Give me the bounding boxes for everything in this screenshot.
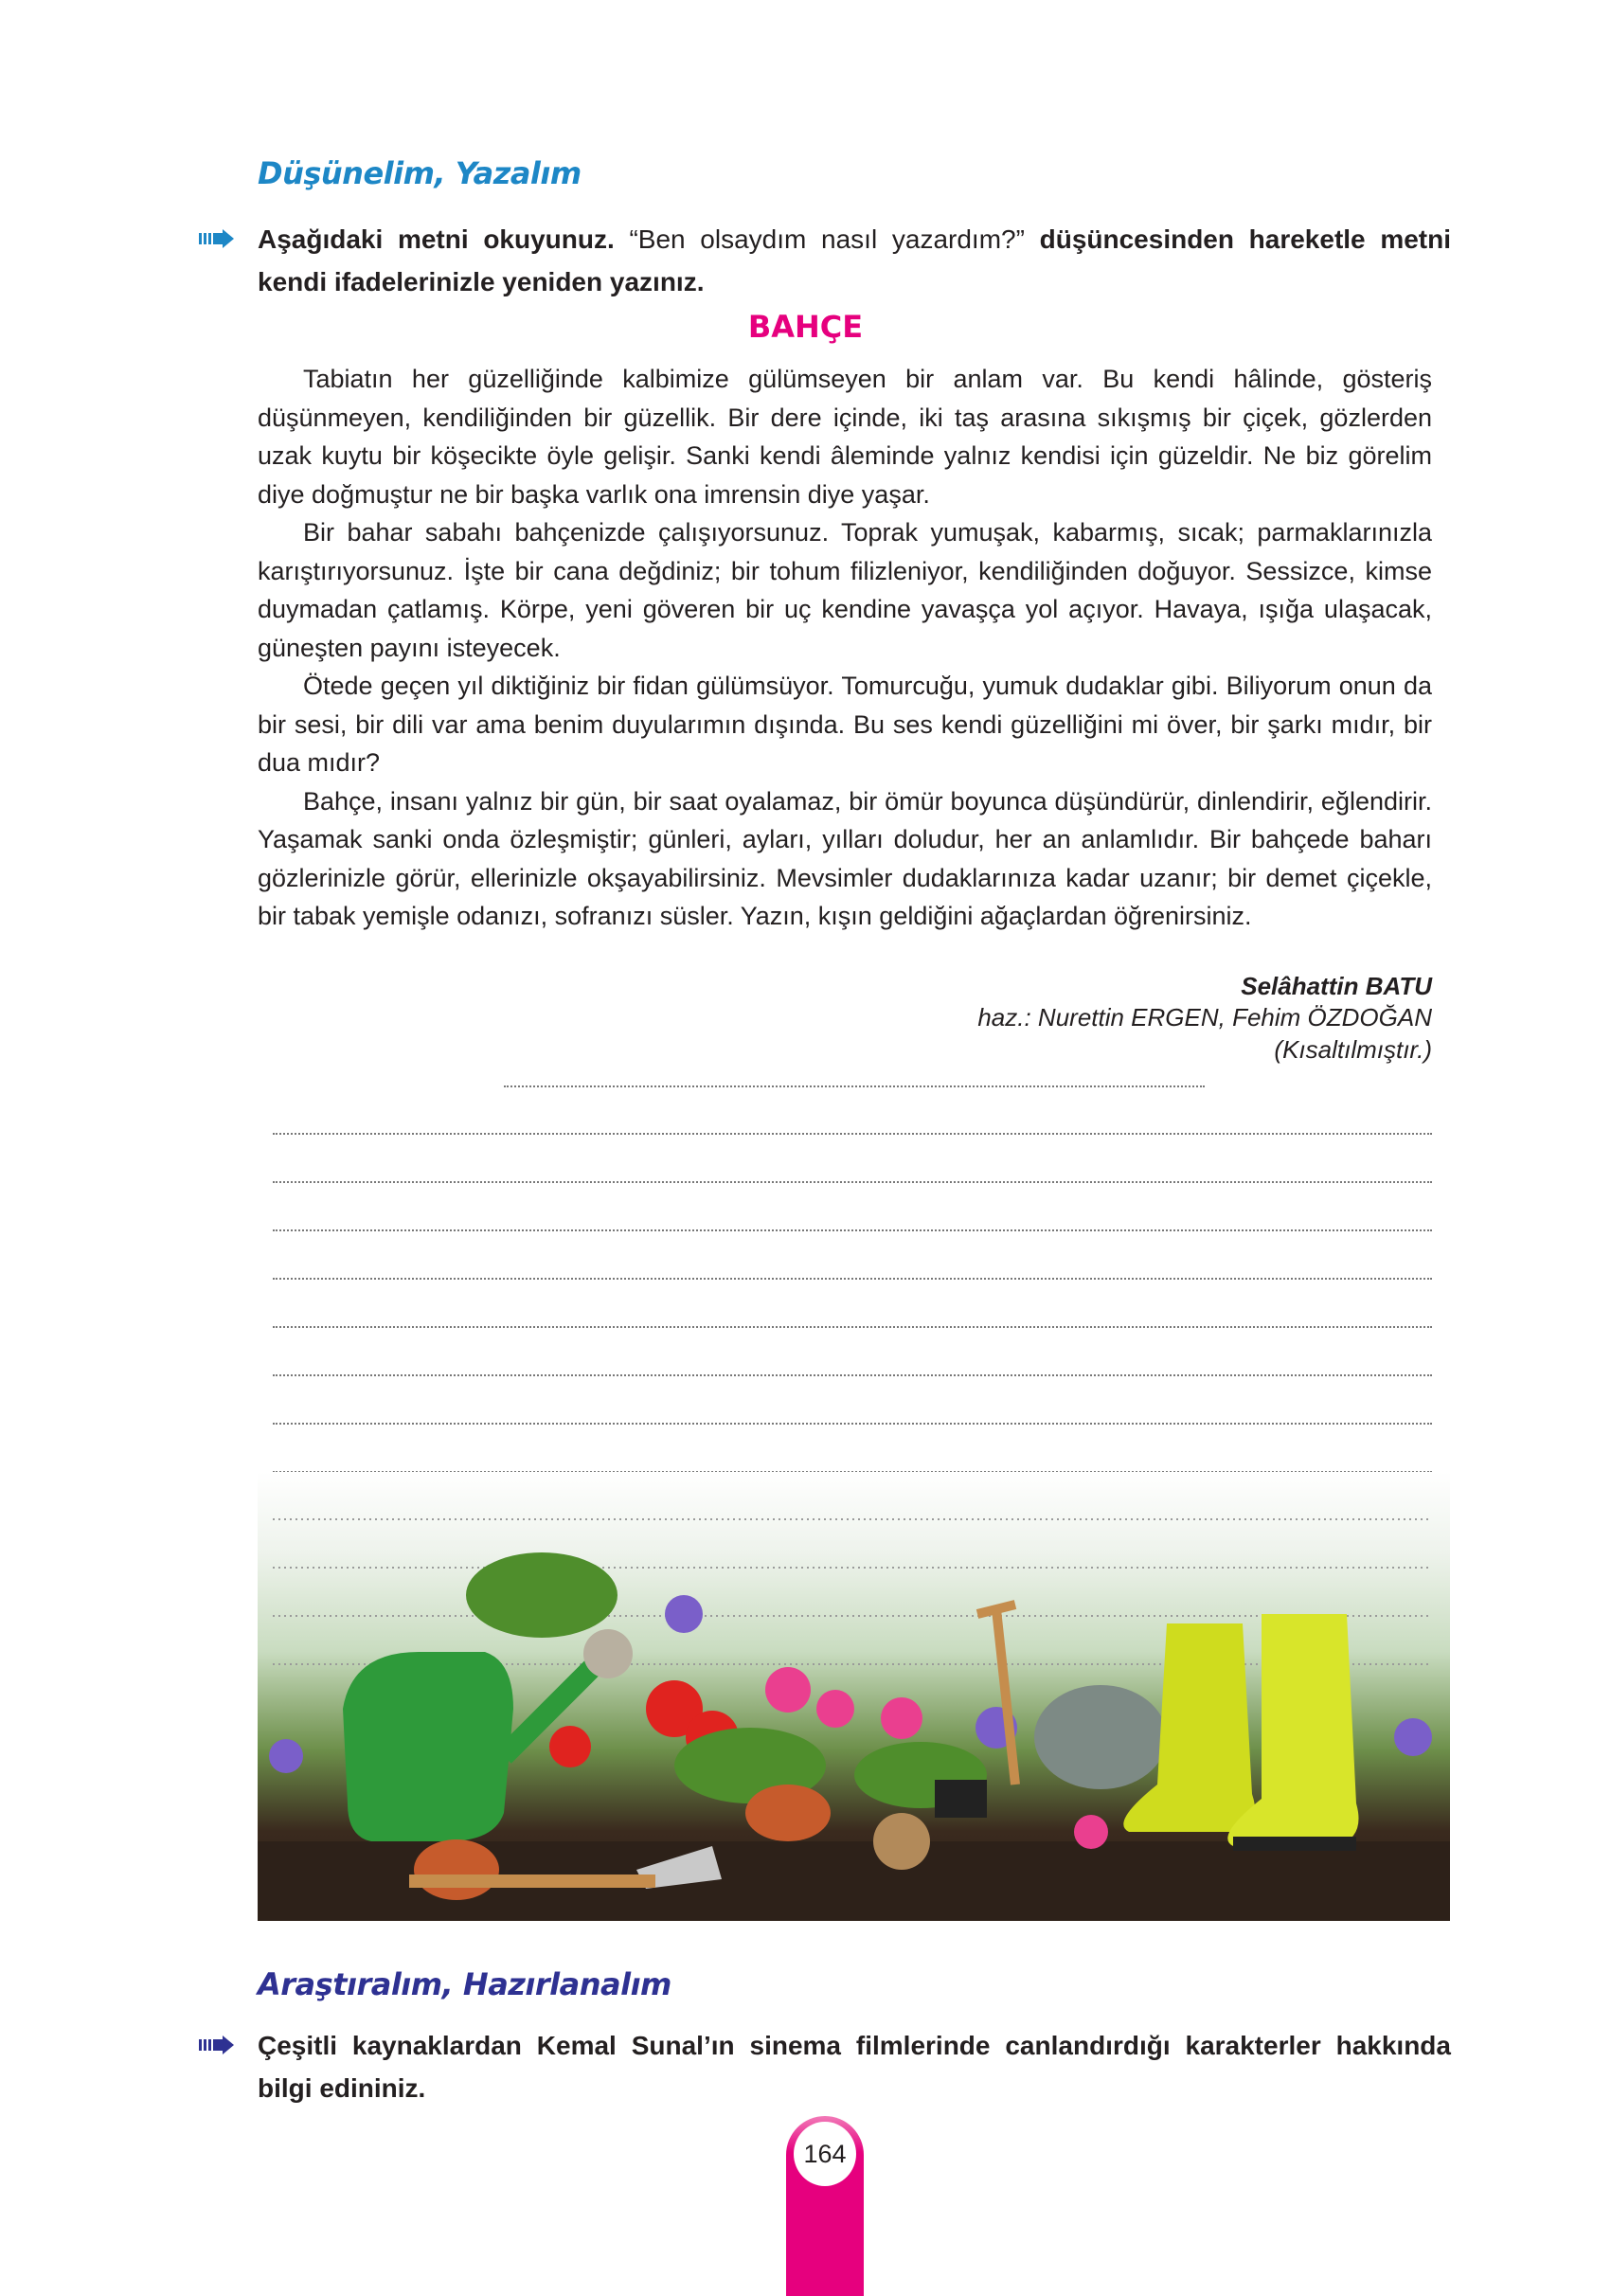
story-text: [258, 360, 1432, 936]
section-title-dusunelim-yazalim: Düşünelim, Yazalım: [258, 155, 582, 191]
arrow-bullet-icon: [199, 2036, 237, 2054]
story-paragraph: Tabiatın her güzelliğinde kalbimize gülümseyen bir anlam var. Bu kendi hâlinde, gösteriş düşünmeyen, kendiliğinden bir güzellik. Bir dere içinde, iki taş arasına sıkışmış bir çiçek, gözlerden uzak kuytu bir köşecikte öyle gelişir. Sanki kendi âleminde yalnız kendisi için güzeldir. Ne biz görelim diye doğmuştur ne bir başka varlık ona imrensin diye yaşar.: [258, 365, 1432, 509]
garden-photo: [258, 1472, 1450, 1921]
author-name: Selâhattin BATU: [1241, 972, 1432, 1000]
writing-line[interactable]: [273, 1326, 1432, 1328]
story-paragraph: Ötede geçen yıl diktiğiniz bir fidan gülümsüyor. Tomurcuğu, yumuk dudaklar gibi. Biliyorum onun da bir sesi, bir dili var ama benim duyularımın dışında. Bu ses kendi güzelliğini mi över, bir şarkı mıdır, bir dua mıdır?: [258, 672, 1432, 777]
instruction-bold-2: düşüncesinden hareketle metni kendi ifadelerinizle yeniden yazınız.: [258, 224, 1451, 296]
arrow-bullet-icon: [199, 229, 237, 248]
page-number: 164: [794, 2122, 856, 2186]
section-title-arastiralim-hazirlanalim: Araştıralım, Hazırlanalım: [258, 1966, 671, 2002]
writing-line[interactable]: [273, 1229, 1432, 1231]
instruction-bold-1: Aşağıdaki metni okuyunuz.: [258, 224, 615, 254]
instruction-quote: “Ben olsaydım nasıl yazardım?”: [614, 224, 1040, 254]
instruction-2: Çeşitli kaynaklardan Kemal Sunal’ın sinema filmlerinde canlandırdığı karakterler hakkında bilgi edininiz.: [258, 2031, 1451, 2103]
abridged-note: (Kısaltılmıştır.): [1274, 1035, 1432, 1064]
writing-line[interactable]: [273, 1181, 1432, 1183]
writing-line[interactable]: [273, 1133, 1432, 1135]
writing-line[interactable]: [273, 1423, 1432, 1425]
watering-can: [343, 1652, 513, 1841]
instruction-1: [258, 218, 1451, 303]
garden-illustration: [258, 1472, 1450, 1921]
writing-line-title[interactable]: [504, 1085, 1205, 1087]
story-paragraph: Bir bahar sabahı bahçenizde çalışıyorsunuz. Toprak yumuşak, kabarmış, sıcak; parmaklarınızla karıştırıyorsunuz. İşte bir cana değdiniz; bir tohum filizleniyor, kendiliğinden doğuyor. Sessizce, kimse duymadan çatlamış. Körpe, yeni göveren bir uç kendine yavaşça yol açıyor. Havaya, ışığa ulaşacak, güneşten payını isteyecek.: [258, 518, 1432, 662]
writing-line[interactable]: [273, 1278, 1432, 1280]
story-title: BAHÇE: [747, 309, 864, 345]
writing-line[interactable]: [273, 1374, 1432, 1376]
story-paragraph: Bahçe, insanı yalnız bir gün, bir saat oyalamaz, bir ömür boyunca düşündürür, dinlendirir, eğlendirir. Yaşamak sanki onda özleşmiştir; günleri, ayları, yılları doludur, her an anlamlıdır. Bir bahçede baharı gözlerinizle görür, ellerinizle okşayabilirsiniz. Mevsimler dudaklarınıza kadar uzanır; bir demet çiçekle, bir tabak yemişle odanızı, sofranızı süsler. Yazın, kışın geldiğini ağaçlardan öğrenirsiniz.: [258, 786, 1432, 930]
editors: haz.: Nurettin ERGEN, Fehim ÖZDOĞAN: [977, 1003, 1432, 1031]
